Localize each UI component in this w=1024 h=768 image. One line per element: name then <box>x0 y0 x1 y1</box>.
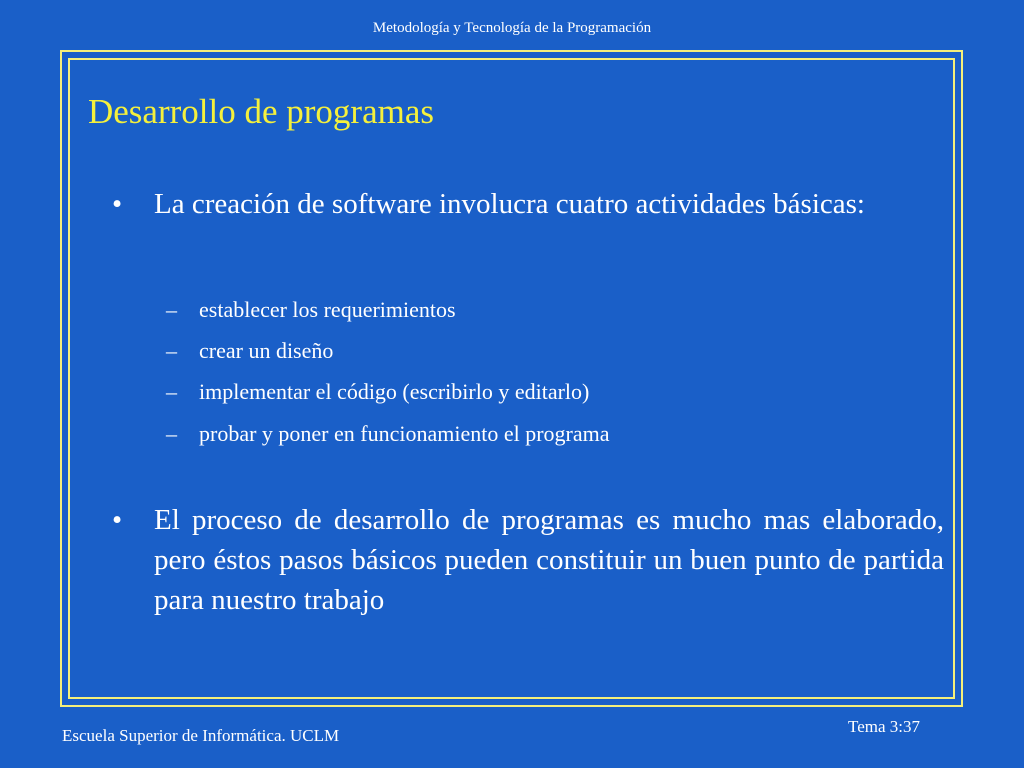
bullet-mark: • <box>112 504 123 536</box>
sub-item <box>166 420 610 448</box>
bullet-item <box>112 500 944 620</box>
sub-item-text: probar y poner en funcionamiento el programa <box>199 421 610 446</box>
footer-school: Escuela Superior de Informática. UCLM <box>62 726 340 745</box>
bullet-text: El proceso de desarrollo de programas es mucho mas elaborado, pero éstos pasos básicos pueden constituir un buen punto de partida para nuestro trabajo <box>154 504 944 616</box>
slide-title: Desarrollo de programas <box>88 92 434 131</box>
dash-mark: – <box>166 379 177 404</box>
bullet-item <box>112 184 944 224</box>
dash-mark: – <box>166 297 177 322</box>
bullet-text: La creación de software involucra cuatro actividades básicas: <box>154 188 865 220</box>
sub-item-text: crear un diseño <box>199 338 334 363</box>
dash-mark: – <box>166 421 177 446</box>
sub-item-text: establecer los requerimientos <box>199 297 456 322</box>
bullet-mark: • <box>112 188 123 220</box>
sub-item-text: implementar el código (escribirlo y editarlo) <box>199 379 590 404</box>
page-number: Tema 3:37 <box>848 717 920 736</box>
sub-item <box>166 296 456 324</box>
course-header: Metodología y Tecnología de la Programación <box>372 20 652 36</box>
sub-item <box>166 337 333 365</box>
dash-mark: – <box>166 338 177 363</box>
sub-item <box>166 378 589 406</box>
